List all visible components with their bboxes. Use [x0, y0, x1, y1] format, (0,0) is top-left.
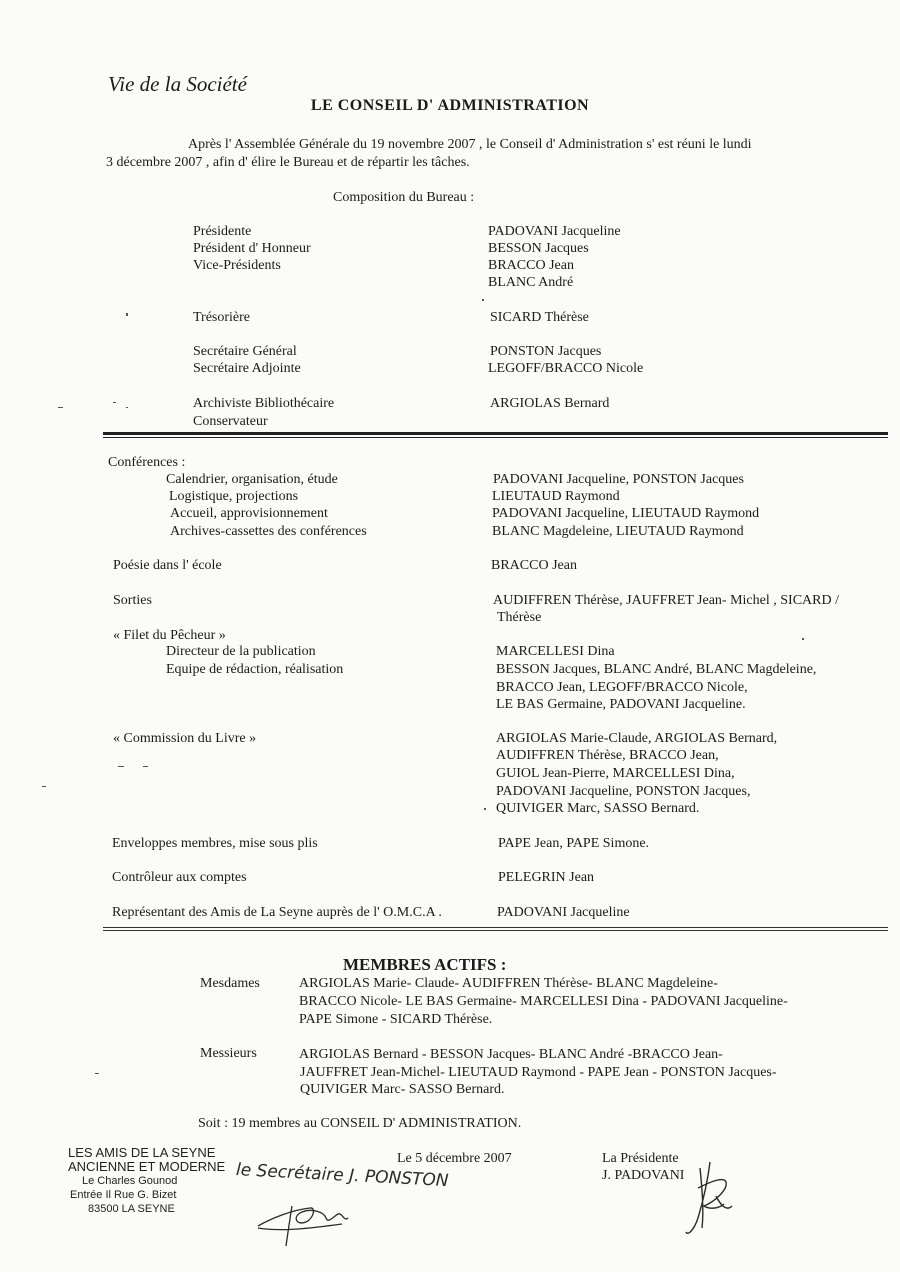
task-names: PADOVANI Jacqueline, PONSTON Jacques: [493, 472, 744, 487]
mesdames-names: PAPE Simone - SICARD Thérèse.: [299, 1012, 493, 1027]
stamp-line: 83500 LA SEYNE: [88, 1203, 175, 1215]
scan-speck: [118, 766, 124, 767]
signature-stroke: [258, 1206, 348, 1246]
commission-names: GUIOL Jean-Pierre, MARCELLESI Dina,: [496, 766, 735, 781]
filet-directeur-label: Directeur de la publication: [166, 644, 316, 659]
messieurs-names: QUIVIGER Marc- SASSO Bernard.: [300, 1082, 505, 1097]
bureau-name: ARGIOLAS Bernard: [490, 396, 610, 411]
scan-speck: [484, 808, 486, 810]
bureau-role: Présidente: [193, 224, 252, 239]
secretary-signature: [252, 1188, 362, 1250]
intro-line-1: Après l' Assemblée Générale du 19 novembre 2007 , le Conseil d' Administration s' est réuni le lundi: [188, 137, 752, 152]
commission-names: ARGIOLAS Marie-Claude, ARGIOLAS Bernard,: [496, 731, 778, 746]
bureau-role: Vice-Présidents: [193, 258, 281, 273]
messieurs-label: Messieurs: [200, 1046, 257, 1061]
bureau-name: BRACCO Jean: [488, 258, 574, 273]
representant-label: Représentant des Amis de La Seyne auprès de l' O.M.C.A .: [112, 905, 442, 920]
task-label: Accueil, approvisionnement: [170, 506, 328, 521]
signature-stroke: [686, 1162, 732, 1233]
section-title: Vie de la Société: [108, 72, 247, 96]
commission-names: PADOVANI Jacqueline, PONSTON Jacques,: [496, 784, 751, 799]
bureau-name: PADOVANI Jacqueline: [488, 224, 621, 239]
stamp-line: Le Charles Gounod: [82, 1175, 178, 1187]
intro-line-2: 3 décembre 2007 , afin d' élire le Bureau et de répartir les tâches.: [106, 155, 470, 170]
filet-equipe-label: Equipe de rédaction, réalisation: [166, 662, 344, 677]
bureau-role: Président d' Honneur: [193, 241, 311, 256]
task-names: LIEUTAUD Raymond: [492, 489, 620, 504]
bureau-role: Trésorière: [193, 310, 251, 325]
bureau-name: BESSON Jacques: [488, 241, 589, 256]
association-stamp: [68, 1146, 225, 1216]
sorties-names: AUDIFFREN Thérèse, JAUFFRET Jean- Michel , SICARD /: [493, 593, 839, 608]
mesdames-names: BRACCO Nicole- LE BAS Germaine- MARCELLESI Dina - PADOVANI Jacqueline-: [299, 994, 788, 1009]
scan-speck: [95, 1073, 99, 1074]
scan-speck: [58, 407, 63, 408]
filet-equipe-names: BESSON Jacques, BLANC André, BLANC Magdeleine,: [496, 662, 817, 677]
commission-names: AUDIFFREN Thérèse, BRACCO Jean,: [496, 748, 719, 763]
scan-speck: [126, 313, 128, 316]
enveloppes-names: PAPE Jean, PAPE Simone.: [498, 836, 650, 851]
bureau-name: BLANC André: [488, 275, 574, 290]
president-name: J. PADOVANI: [602, 1168, 685, 1183]
enveloppes-label: Enveloppes membres, mise sous plis: [112, 836, 318, 851]
commission-label: « Commission du Livre »: [113, 731, 257, 746]
controleur-names: PELEGRIN Jean: [498, 870, 595, 885]
mesdames-names: ARGIOLAS Marie- Claude- AUDIFFREN Thérèse- BLANC Magdeleine-: [299, 976, 718, 991]
president-title: La Présidente: [602, 1151, 679, 1166]
stamp-line: Entrée Il Rue G. Bizet: [70, 1189, 177, 1201]
commission-names: QUIVIGER Marc, SASSO Bernard.: [496, 801, 700, 816]
bureau-role: Conservateur: [193, 414, 268, 429]
filet-equipe-names: LE BAS Germaine, PADOVANI Jacqueline.: [496, 697, 746, 712]
scan-speck: [143, 766, 148, 767]
membres-title: MEMBRES ACTIFS :: [343, 955, 507, 974]
conferences-label: Conférences :: [108, 455, 186, 470]
task-label: Logistique, projections: [169, 489, 299, 504]
bureau-name: PONSTON Jacques: [490, 344, 602, 359]
messieurs-names: JAUFFRET Jean-Michel- LIEUTAUD Raymond - PAPE Jean - PONSTON Jacques-: [300, 1065, 777, 1080]
secretary-handwritten: le Secrétaire J. PONSTON: [235, 1160, 449, 1192]
filet-equipe-names: BRACCO Jean, LEGOFF/BRACCO Nicole,: [496, 680, 748, 695]
bureau-heading: Composition du Bureau :: [333, 190, 475, 205]
sorties-names-cont: Thérèse: [497, 610, 542, 625]
bureau-role: Secrétaire Général: [193, 344, 297, 359]
scan-speck: [113, 402, 116, 403]
sorties-label: Sorties: [113, 593, 152, 608]
task-names: PADOVANI Jacqueline, LIEUTAUD Raymond: [492, 506, 760, 521]
scan-speck: [126, 407, 128, 408]
poesie-names: BRACCO Jean: [491, 558, 577, 573]
filet-label: « Filet du Pêcheur »: [113, 628, 226, 643]
task-label: Archives-cassettes des conférences: [170, 524, 367, 539]
document-title: LE CONSEIL D' ADMINISTRATION: [310, 97, 590, 114]
mesdames-label: Mesdames: [200, 976, 260, 991]
president-signature: [680, 1158, 740, 1240]
filet-directeur-name: MARCELLESI Dina: [496, 644, 615, 659]
bureau-name: LEGOFF/BRACCO Nicole: [488, 361, 644, 376]
task-names: BLANC Magdeleine, LIEUTAUD Raymond: [492, 524, 744, 539]
bureau-name: SICARD Thérèse: [490, 310, 589, 325]
poesie-label: Poésie dans l' école: [113, 558, 222, 573]
signature-date: Le 5 décembre 2007: [397, 1151, 512, 1166]
scan-speck: [42, 786, 46, 787]
membres-total: Soit : 19 membres au CONSEIL D' ADMINISTRATION.: [198, 1116, 522, 1131]
section-divider-thick: [103, 432, 888, 438]
scan-speck: [482, 299, 484, 301]
stamp-line: LES AMIS DE LA SEYNE: [68, 1145, 216, 1160]
stamp-line: ANCIENNE ET MODERNE: [68, 1159, 226, 1174]
representant-names: PADOVANI Jacqueline: [497, 905, 630, 920]
messieurs-names: ARGIOLAS Bernard - BESSON Jacques- BLANC André -BRACCO Jean-: [299, 1047, 723, 1062]
scan-speck: [802, 638, 804, 640]
section-divider-double: [103, 927, 888, 931]
controleur-label: Contrôleur aux comptes: [112, 870, 247, 885]
task-label: Calendrier, organisation, étude: [166, 472, 338, 487]
bureau-role: Secrétaire Adjointe: [193, 361, 301, 376]
bureau-role: Archiviste Bibliothécaire: [193, 396, 335, 411]
